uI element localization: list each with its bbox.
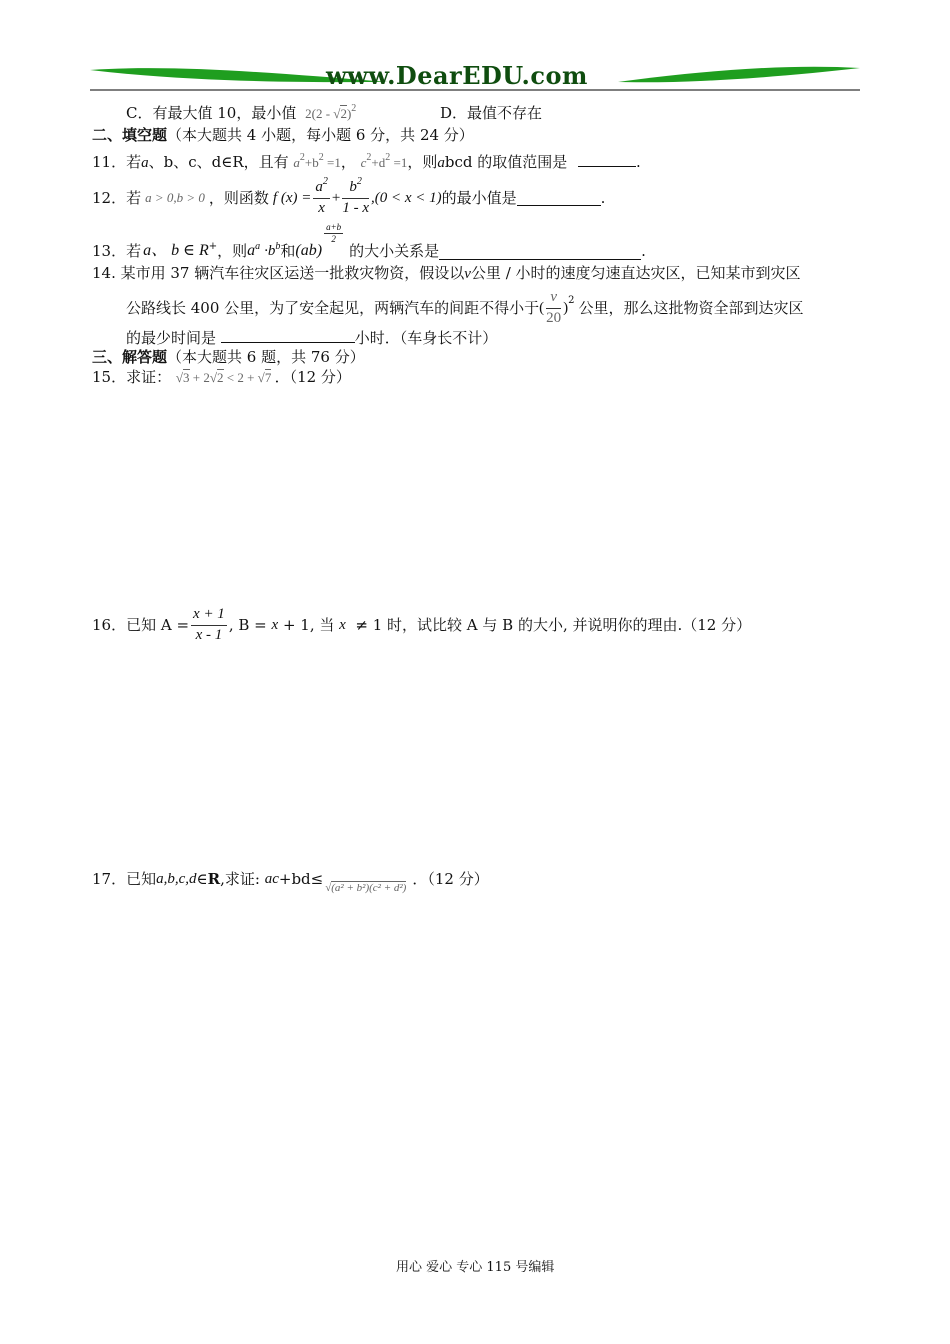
question-13: 13． 若 a、 b ∈ R + ，则 a a ·b b 和 (ab) $\frac{a+b}{2}$ 的大小关系是 . [92,221,646,260]
q13-exponent-fraction: $\frac{a+b}{2}$ [326,221,342,245]
question-17: 17．已知 a,b,c,d ∈ R ,求证: ac +bd≤ √(a² + b²)(c² + d²) ．（12 分） [92,870,489,894]
question-12: 12． 若 a > 0,b > 0 ，则函数 f (x) = $\frac{a^2}{x}$ + $\frac{b^2}{1 - x}$ ,(0 < x < 1) 的最小值是 . [92,176,605,220]
question-15: 15．求证： √3 + 2√2 < 2 + √7 ．（12 分） [92,368,351,386]
q10-option-d: D．最值不存在 [440,104,543,122]
page-footer: 用心 爱心 专心 115 号编辑 [396,1260,555,1275]
q10-option-c-math: 2(2 - √2)$^2$ [305,103,357,121]
q11-answer-blank[interactable] [578,152,636,167]
q16-fraction: $\frac{x + 1}{x - 1}$ [193,606,225,643]
question-14-line2: 公路线长 400 公里，为了安全起见，两辆汽车的间距不得小于 ( $\frac{v}{20}$ ) 2 公里，那么这批物资全部到达灾区 [126,288,804,328]
q13-answer-blank[interactable] [439,245,641,260]
q14-fraction: $\frac{v}{20}$ [546,289,562,326]
question-14-line3: 的最少时间是 小时．（车身长不计） [126,329,498,347]
q14-answer-blank[interactable] [221,328,355,343]
q10-option-c-label: C．有最大值 10，最小值 [126,104,297,122]
section2-note: （本大题共 4 小题，每小题 6 分，共 24 分） [167,126,474,144]
section3-title: 三、解答题 [92,348,168,366]
section2-heading [92,126,474,144]
question-11: 11．若a、b、c、d∈R，且有 $a^2+b^2 =1$， $c^2+d^2 =1$，则abcd 的取值范围是 . [92,152,641,171]
question-14-line1: 14. 某市用 37 辆汽车往灾区运送一批救灾物资，假设以v公里 / 小时的速度匀速直达灾区，已知某市到灾区 [92,264,801,282]
header-banner [88,60,862,100]
section3-heading [92,348,365,366]
q10-option-c [126,104,356,122]
q12-fraction-1: $\frac{a^2}{x}$ [315,176,328,216]
section3-note: （本大题共 6 题，共 76 分） [167,348,365,366]
site-logo-text: www.DearEDU.com [326,61,588,90]
section2-title: 二、填空题 [92,126,168,144]
q17-square-root: √(a² + b²)(c² + d²) [325,882,407,894]
q12-answer-blank[interactable] [517,191,601,206]
question-16: 16．已知 A = $\frac{x + 1}{x - 1}$ , B = x + 1, 当 x ≠ 1 时，试比较 A 与 B 的大小, 并说明你的理由.（12 分） [92,602,751,648]
q12-fraction-2: $\frac{b^2}{1 - x}$ [342,176,369,216]
